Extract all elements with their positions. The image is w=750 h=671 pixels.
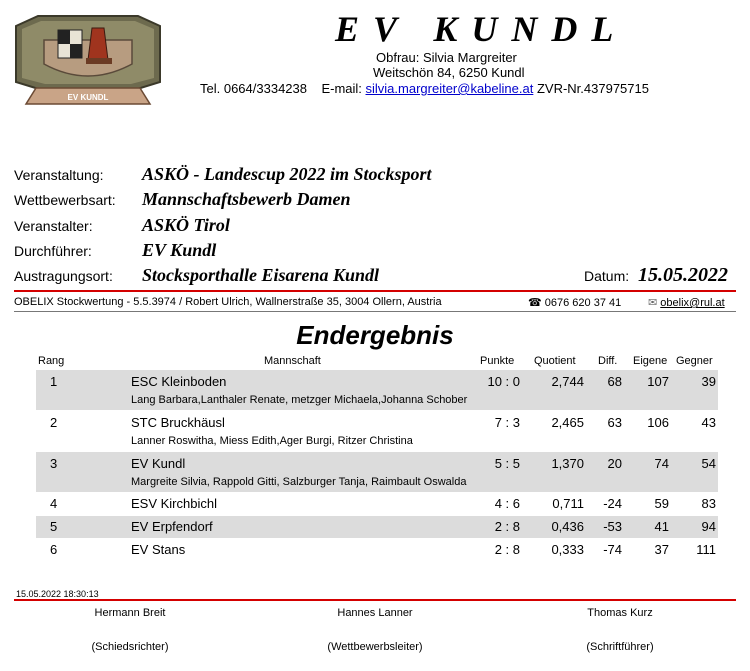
veranstalter-label: Veranstalter: <box>14 218 93 234</box>
table-row <box>36 452 718 492</box>
divider-top <box>14 290 736 292</box>
row-members: Margreite Silvia, Rappold Gitti, Salzburger Tanja, Raimbault Oswalda <box>131 476 467 488</box>
row-diff: 20 <box>607 456 622 471</box>
row-gegner: 83 <box>701 496 716 511</box>
row-eigene: 74 <box>654 456 669 471</box>
row-punkte: 10 : 0 <box>487 374 520 389</box>
row-punkte: 4 : 6 <box>494 496 520 511</box>
row-team: EV Stans <box>131 542 186 557</box>
col-punkte: Punkte <box>480 355 515 367</box>
veranstaltung-label: Veranstaltung: <box>14 167 104 183</box>
row-members: Lang Barbara,Lanthaler Renate, metzger Michaela,Johanna Schober <box>131 394 468 406</box>
row-punkte: 2 : 8 <box>494 542 520 557</box>
row-eigene: 59 <box>654 496 669 511</box>
software-email <box>648 296 725 309</box>
durchfuehrer-value: EV Kundl <box>142 240 217 260</box>
email-link[interactable]: silvia.margreiter@kabeline.at <box>365 81 534 96</box>
row-team: EV Erpfendorf <box>131 519 213 534</box>
row-quotient: 0,333 <box>551 542 584 557</box>
footer-timestamp: 15.05.2022 18:30:13 <box>16 589 99 599</box>
row-rang: 3 <box>50 456 58 471</box>
row-eigene: 106 <box>647 415 669 430</box>
club-name: EV KUNDL <box>335 9 628 49</box>
veranstaltung-value: ASKÖ - Landescup 2022 im Stocksport <box>142 164 432 184</box>
row-gegner: 111 <box>696 542 716 557</box>
austragungsort-value: Stocksporthalle Eisarena Kundl <box>142 265 380 285</box>
row-eigene: 41 <box>654 519 669 534</box>
row-diff: -24 <box>603 496 622 511</box>
chair-line: Obfrau: Silvia Margreiter <box>376 50 517 65</box>
col-rang: Rang <box>38 355 65 367</box>
email-label: E-mail: <box>321 81 362 96</box>
logo-text: EV KUNDL <box>67 93 109 102</box>
row-quotient: 0,711 <box>552 496 584 511</box>
signature-role-2: (Wettbewerbsleiter) <box>327 641 423 653</box>
col-quotient: Quotient <box>534 355 576 367</box>
wettbewerbsart-label: Wettbewerbsart: <box>14 192 116 208</box>
row-rang: 6 <box>50 542 58 557</box>
signature-role-3: (Schriftführer) <box>586 641 654 653</box>
table-row <box>36 411 718 451</box>
durchfuehrer-label: Durchführer: <box>14 243 92 259</box>
col-mannschaft: Mannschaft <box>264 355 321 367</box>
row-rang: 2 <box>50 415 58 430</box>
signature-role-1: (Schiedsrichter) <box>91 641 169 653</box>
row-gegner: 54 <box>701 456 716 471</box>
row-rang: 1 <box>50 374 58 389</box>
row-team: STC Bruckhäusl <box>131 415 225 430</box>
row-punkte: 7 : 3 <box>494 415 520 430</box>
row-team: ESC Kleinboden <box>131 374 227 389</box>
col-eigene: Eigene <box>633 355 668 367</box>
row-quotient: 1,370 <box>551 456 584 471</box>
col-diff: Diff. <box>598 355 618 367</box>
phone-icon: ☎ <box>528 297 542 309</box>
row-rang: 5 <box>50 519 58 534</box>
col-gegner: Gegner <box>676 355 713 367</box>
results-title: Endergebnis <box>296 320 454 350</box>
contact-line <box>200 81 649 96</box>
austragungsort-label: Austragungsort: <box>14 268 113 284</box>
row-diff: -53 <box>603 519 622 534</box>
row-quotient: 2,465 <box>551 415 584 430</box>
datum-label: Datum: <box>584 268 630 284</box>
table-row <box>36 370 718 410</box>
table-row <box>36 516 718 538</box>
row-punkte: 5 : 5 <box>494 456 520 471</box>
address-line: Weitschön 84, 6250 Kundl <box>373 65 525 80</box>
row-eigene: 107 <box>647 374 669 389</box>
row-rang: 4 <box>50 496 58 511</box>
software-line: OBELIX Stockwertung - 5.5.3974 / Robert Ulrich, Wallnerstraße 35, 3004 Ollern, Austria <box>14 296 442 308</box>
row-diff: 68 <box>607 374 622 389</box>
table-row <box>36 539 718 561</box>
veranstalter-value: ASKÖ Tirol <box>142 215 230 235</box>
divider-software <box>14 311 736 312</box>
software-phone-number: 0676 620 37 41 <box>544 297 622 309</box>
row-team: EV Kundl <box>131 456 186 471</box>
zvr-number: ZVR-Nr.437975715 <box>536 81 649 96</box>
row-gegner: 39 <box>701 374 716 389</box>
table-row <box>36 493 718 515</box>
phone-text: Tel. 0664/3334238 <box>200 81 307 96</box>
row-gegner: 43 <box>701 415 716 430</box>
row-eigene: 37 <box>654 542 669 557</box>
signature-name-3: Thomas Kurz <box>587 607 653 619</box>
club-logo <box>14 12 162 110</box>
signature-name-1: Hermann Breit <box>94 607 166 619</box>
row-members: Lanner Roswitha, Miess Edith,Ager Burgi, Ritzer Christina <box>131 435 413 447</box>
signature-name-2: Hannes Lanner <box>337 607 413 619</box>
envelope-icon: ✉ <box>648 297 658 309</box>
row-team: ESV Kirchbichl <box>131 496 217 511</box>
row-quotient: 2,744 <box>551 374 584 389</box>
software-email-address[interactable]: obelix@rul.at <box>660 297 725 309</box>
datum-value: 15.05.2022 <box>638 264 728 286</box>
row-quotient: 0,436 <box>551 519 584 534</box>
row-diff: 63 <box>607 415 622 430</box>
wettbewerbsart-value: Mannschaftsbewerb Damen <box>142 189 351 209</box>
row-gegner: 94 <box>701 519 716 534</box>
divider-bottom <box>14 599 736 601</box>
row-diff: -74 <box>603 542 622 557</box>
software-phone <box>528 296 621 309</box>
row-punkte: 2 : 8 <box>494 519 520 534</box>
